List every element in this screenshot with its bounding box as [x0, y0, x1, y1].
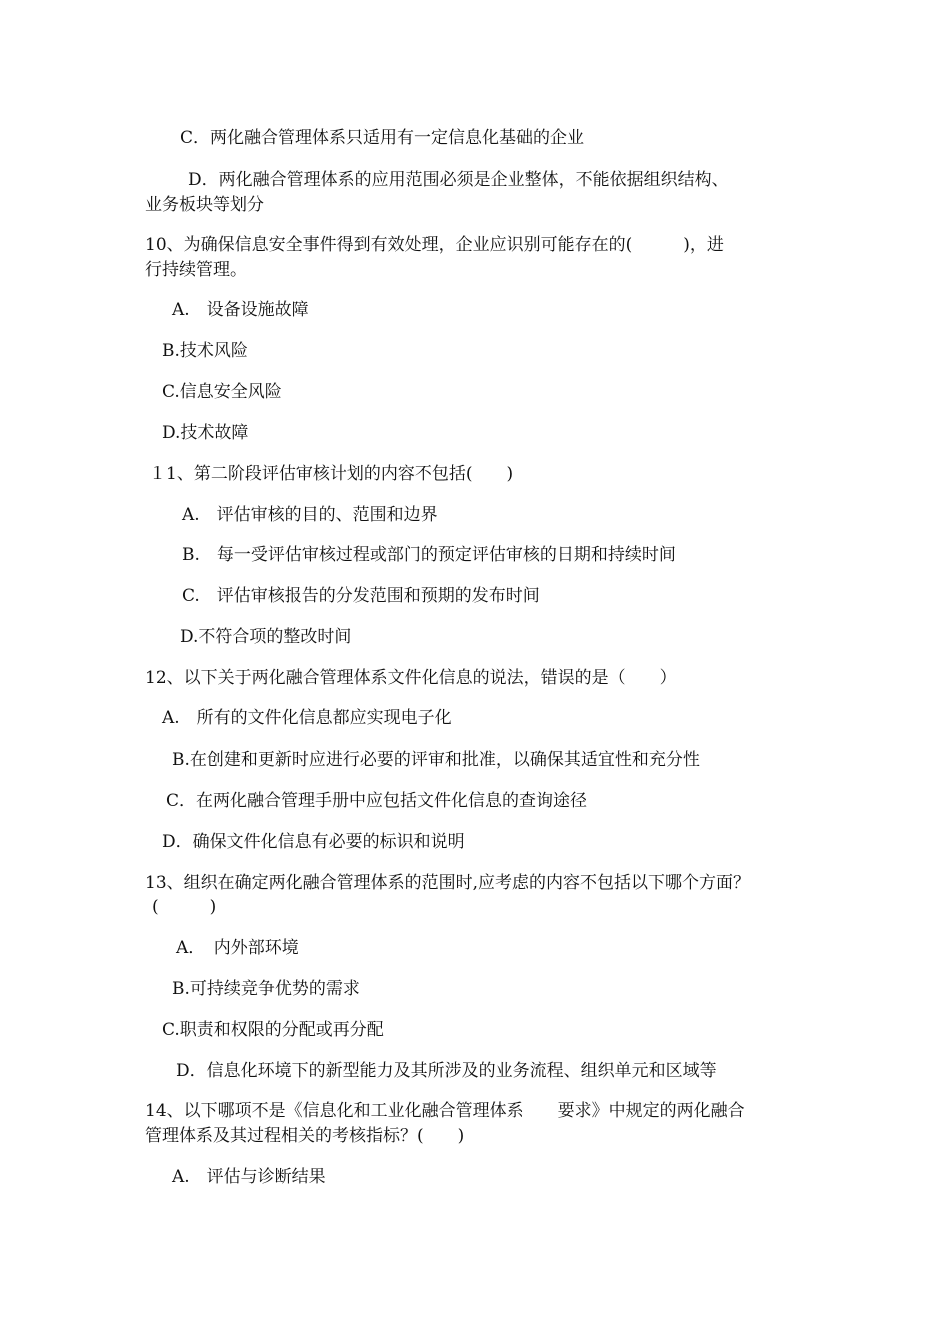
option-14a: A. 评估与诊断结果: [172, 1167, 326, 1187]
option-10c: C.信息安全风险: [162, 382, 282, 402]
option-12c: C．在两化融合管理手册中应包括文件化信息的查询途径: [166, 791, 588, 811]
option-12a: A. 所有的文件化信息都应实现电子化: [162, 708, 452, 728]
question-11: １1、第二阶段评估审核计划的内容不包括( ): [149, 464, 514, 484]
option-10a: A. 设备设施故障: [172, 300, 309, 320]
option-9c: C．两化融合管理体系只适用有一定信息化基础的企业: [180, 128, 585, 148]
question-14-continued: 管理体系及其过程相关的考核指标？( ): [145, 1126, 465, 1146]
question-14: 14、以下哪项不是《信息化和工业化融合管理体系 要求》中规定的两化融合: [145, 1101, 745, 1121]
option-11d: D.不符合项的整改时间: [180, 627, 352, 647]
option-11a: A. 评估审核的目的、范围和边界: [182, 505, 438, 525]
option-12d: D．确保文件化信息有必要的标识和说明: [162, 832, 465, 852]
option-12b: B.在创建和更新时应进行必要的评审和批准，以确保其适宜性和充分性: [172, 750, 700, 770]
option-10b: B.技术风险: [162, 341, 248, 361]
question-10-continued: 行持续管理。: [145, 260, 247, 280]
option-13b: B.可持续竞争优势的需求: [172, 979, 360, 999]
question-10: 10、为确保信息安全事件得到有效处理，企业应识别可能存在的( )，进: [145, 235, 724, 255]
option-11c: C. 评估审核报告的分发范围和预期的发布时间: [182, 586, 540, 606]
option-10d: D.技术故障: [162, 423, 249, 443]
option-13a: A． 内外部环境: [176, 938, 299, 958]
option-13d: D．信息化环境下的新型能力及其所涉及的业务流程、组织单元和区域等: [176, 1061, 717, 1081]
option-9d: D．两化融合管理体系的应用范围必须是企业整体，不能依据组织结构、: [188, 170, 729, 190]
option-9d-continued: 业务板块等划分: [145, 195, 264, 215]
question-13-continued: ( ): [152, 897, 217, 917]
option-11b: B. 每一受评估审核过程或部门的预定评估审核的日期和持续时间: [182, 545, 676, 565]
option-13c: C.职责和权限的分配或再分配: [162, 1020, 384, 1040]
question-13: 13、组织在确定两化融合管理体系的范围时,应考虑的内容不包括以下哪个方面？: [145, 873, 751, 893]
question-12: 12、以下关于两化融合管理体系文件化信息的说法，错误的是（ ）: [145, 668, 677, 688]
